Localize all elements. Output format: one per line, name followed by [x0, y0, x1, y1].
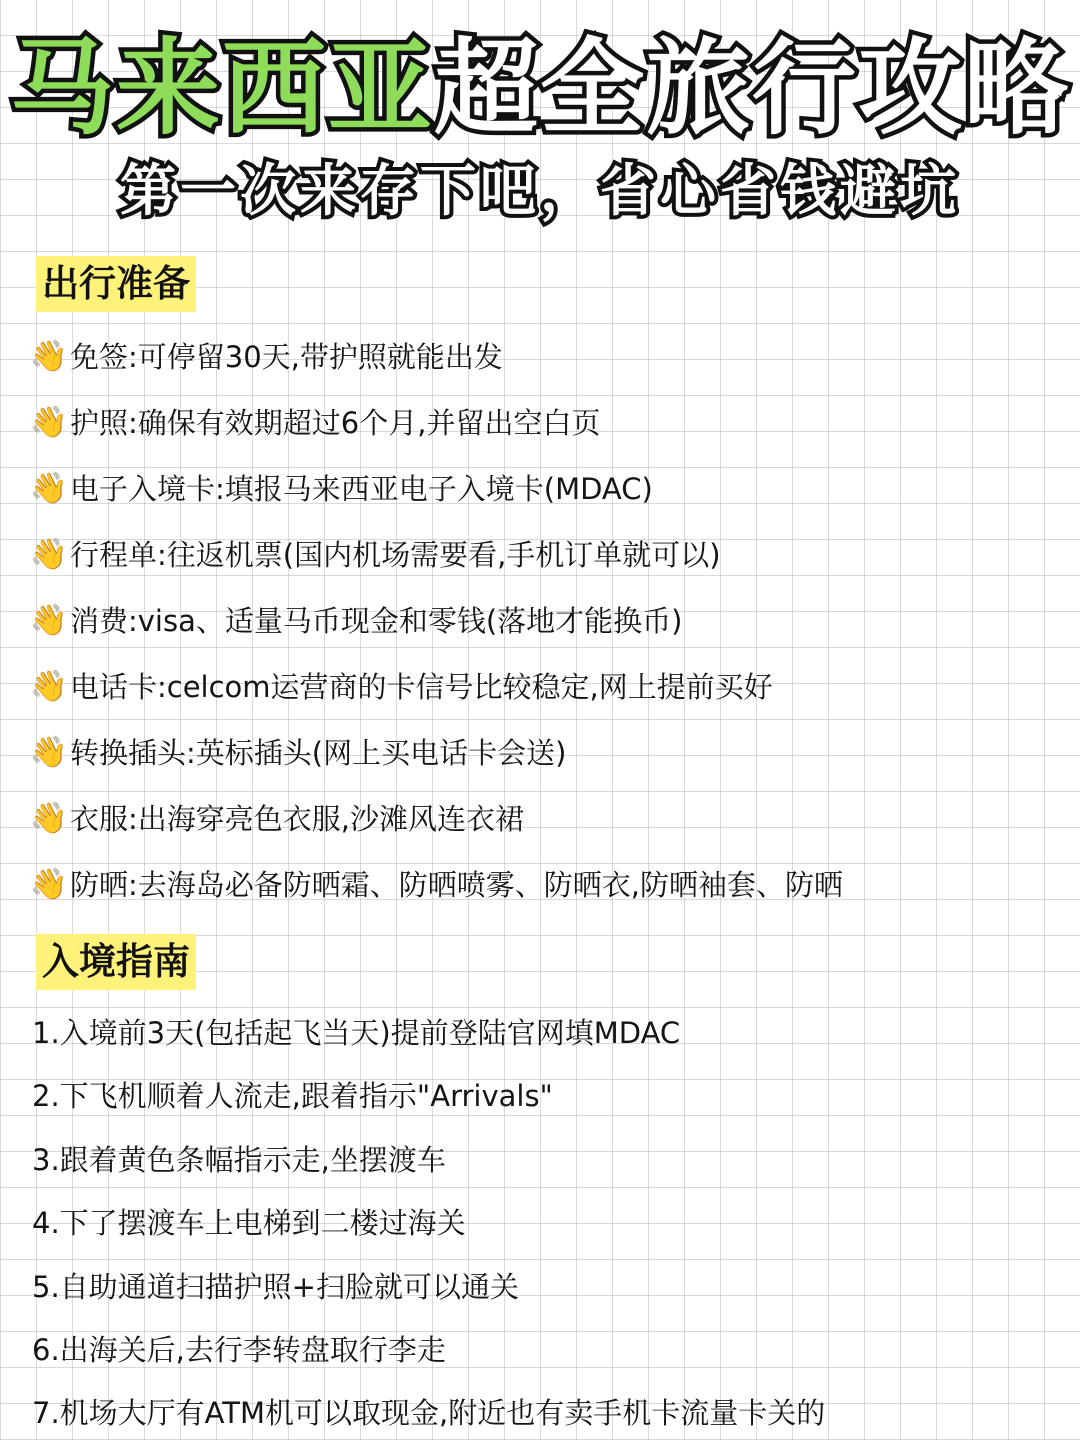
prep-item — [30, 596, 683, 646]
page-subtitle: 第一次来存下吧，省心省钱避坑 — [120, 159, 960, 224]
prep-item-text: 电话卡:celcom运营商的卡信号比较稳定,网上提前买好 — [70, 670, 773, 704]
prep-item — [30, 728, 566, 778]
prep-item-text: 护照:确保有效期超过6个月,并留出空白页 — [70, 406, 601, 440]
title-white-part: 超全旅行攻略 — [434, 27, 1071, 149]
prep-item — [30, 530, 721, 580]
section-heading-entry-guide: 入境指南 — [36, 934, 196, 990]
entry-step: 7.机场大厅有ATM机可以取现金,附近也有卖手机卡流量卡关的 — [32, 1396, 826, 1430]
entry-step: 4.下了摆渡车上电梯到二楼过海关 — [32, 1206, 466, 1240]
prep-item-text: 消费:visa、适量马币现金和零钱(落地才能换币) — [70, 604, 683, 638]
prep-item-text: 衣服:出海穿亮色衣服,沙滩风连衣裙 — [70, 802, 524, 836]
prep-item — [30, 332, 503, 382]
entry-step: 1.入境前3天(包括起飞当天)提前登陆官网填MDAC — [32, 1016, 681, 1050]
waving-hand-icon: 👋 — [30, 405, 68, 440]
entry-step: 6.出海关后,去行李转盘取行李走 — [32, 1333, 446, 1367]
entry-step: 3.跟着黄色条幅指示走,坐摆渡车 — [32, 1143, 446, 1177]
waving-hand-icon: 👋 — [30, 801, 68, 836]
waving-hand-icon: 👋 — [30, 603, 68, 638]
title-green-part: 马来西亚 — [9, 27, 434, 149]
entry-step: 5.自助通道扫描护照+扫脸就可以通关 — [32, 1270, 519, 1304]
waving-hand-icon: 👋 — [30, 537, 68, 572]
waving-hand-icon: 👋 — [30, 339, 68, 374]
section-heading-preparation: 出行准备 — [36, 256, 196, 312]
waving-hand-icon: 👋 — [30, 735, 68, 770]
prep-item — [30, 398, 600, 448]
page-title — [0, 18, 1080, 158]
prep-item-text: 行程单:往返机票(国内机场需要看,手机订单就可以) — [70, 538, 721, 572]
entry-step: 2.下飞机顺着人流走,跟着指示"Arrivals" — [32, 1079, 553, 1113]
prep-item — [30, 860, 843, 910]
prep-item-text: 电子入境卡:填报马来西亚电子入境卡(MDAC) — [70, 472, 653, 506]
waving-hand-icon: 👋 — [30, 669, 68, 704]
waving-hand-icon: 👋 — [30, 471, 68, 506]
prep-item — [30, 794, 524, 844]
prep-item-text: 免签:可停留30天,带护照就能出发 — [70, 340, 503, 374]
prep-item — [30, 662, 773, 712]
waving-hand-icon: 👋 — [30, 867, 68, 902]
prep-item — [30, 464, 653, 514]
prep-item-text: 防晒:去海岛必备防晒霜、防晒喷雾、防晒衣,防晒袖套、防晒 — [70, 868, 843, 902]
prep-item-text: 转换插头:英标插头(网上买电话卡会送) — [70, 736, 567, 770]
